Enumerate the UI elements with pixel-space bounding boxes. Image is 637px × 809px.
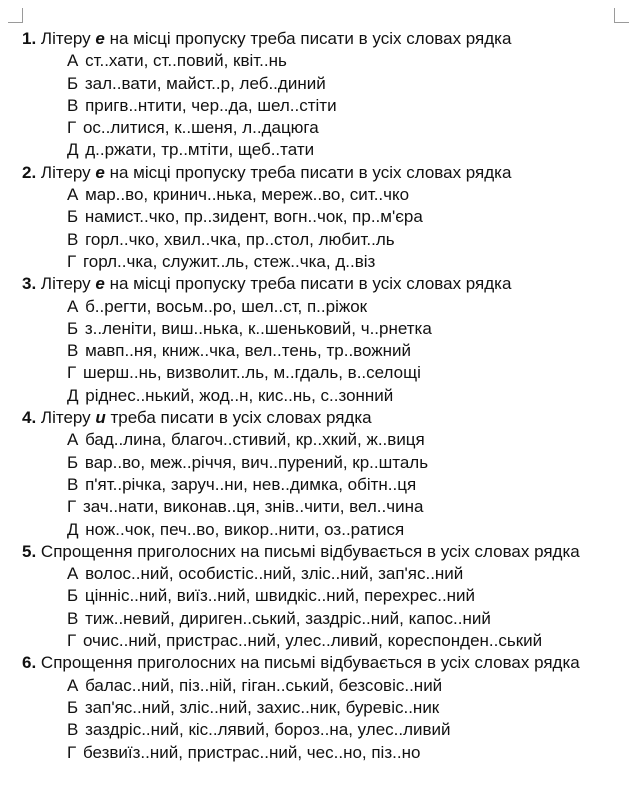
question-6-text: Спрощення приголосних на письмі відбувається в усіх словах рядка xyxy=(36,653,580,673)
option-letter: В xyxy=(67,229,79,249)
question-6-option-d xyxy=(22,742,632,764)
option-text: безвиїз..ний, пристрас..ний, чес..но, піз..но xyxy=(78,742,421,762)
option-text: мавп..ня, книж..чка, вел..тень, тр..вожний xyxy=(80,341,412,361)
document-body xyxy=(22,28,632,764)
option-letter: А xyxy=(67,51,79,71)
option-letter: Б xyxy=(67,207,79,227)
option-text: зап'яс..ний, зліс..ний, захис..ник, буревіс..ник xyxy=(80,697,440,717)
question-5-option-a xyxy=(22,563,632,585)
question-3-option-d xyxy=(22,362,632,384)
question-3-text-pre: Літеру xyxy=(36,274,96,294)
option-text: очис..ний, пристрас..ний, улес..ливий, кореспонден..ський xyxy=(78,631,543,651)
question-1-option-a xyxy=(22,50,632,72)
option-letter: А xyxy=(67,564,79,584)
question-2-highlight-letter: е xyxy=(95,162,105,182)
option-text: зал..вати, майст..р, леб..диний xyxy=(80,73,326,93)
page-corner-mark-left xyxy=(8,8,23,23)
question-4-option-b xyxy=(22,452,632,474)
question-3-option-c xyxy=(22,340,632,362)
option-text: ос..литися, к..шеня, л..дацюга xyxy=(78,118,319,138)
option-text: д..ржати, тр..мтіти, щеб..тати xyxy=(80,140,315,160)
option-letter: В xyxy=(67,608,79,628)
question-1-text-post: на місці пропуску треба писати в усіх словах рядка xyxy=(104,29,512,48)
option-letter: А xyxy=(67,430,79,450)
option-text: горл..чка, служит..ль, стеж..чка, д..віз xyxy=(78,251,376,271)
question-3-option-e xyxy=(22,385,632,407)
option-letter: Б xyxy=(67,697,79,717)
question-4-stem xyxy=(22,407,632,429)
option-text: п'ят..річка, заруч..ни, нев..димка, обітн..ця xyxy=(80,474,417,494)
question-2-option-a xyxy=(22,184,632,206)
question-5-number: 5. xyxy=(22,541,37,561)
question-1-stem xyxy=(22,28,632,50)
question-3-number: 3. xyxy=(22,274,37,294)
option-text: горл..чко, хвил..чка, пр..стол, любит..ль xyxy=(80,229,395,249)
option-letter: А xyxy=(67,296,79,316)
option-text: нож..чок, печ..во, викор..нити, оз..ратися xyxy=(80,519,405,539)
option-text: волос..ний, особистіс..ний, зліс..ний, зап'яс..ний xyxy=(80,564,464,584)
question-4-text-post: треба писати в усіх словах рядка xyxy=(105,408,372,428)
option-text: шерш..нь, визволит..ль, м..гдаль, в..селощі xyxy=(78,363,421,383)
question-2-number: 2. xyxy=(22,162,37,182)
option-text: вар..во, меж..річчя, вич..пурений, кр..шталь xyxy=(80,452,429,472)
question-1-text-pre: Літеру xyxy=(36,29,96,48)
question-4-option-a xyxy=(22,429,632,451)
question-1-number: 1. xyxy=(22,29,37,48)
question-3-stem xyxy=(22,273,632,295)
option-letter: Б xyxy=(67,586,79,606)
option-letter: Г xyxy=(67,742,77,762)
option-letter: Г xyxy=(67,251,77,271)
question-3-highlight-letter: е xyxy=(95,274,105,294)
option-text: пригв..нтити, чер..да, шел..стіти xyxy=(80,95,337,115)
question-2-stem xyxy=(22,162,632,184)
option-letter: В xyxy=(67,341,79,361)
question-4-option-d xyxy=(22,496,632,518)
option-letter: Г xyxy=(67,497,77,517)
option-letter: Г xyxy=(67,631,77,651)
question-6-stem xyxy=(22,652,632,674)
question-5-stem xyxy=(22,541,632,563)
page-corner-mark-right xyxy=(614,8,629,23)
question-4-number: 4. xyxy=(22,408,37,428)
question-6-option-c xyxy=(22,719,632,741)
option-letter: Г xyxy=(67,118,77,138)
question-1-option-c xyxy=(22,95,632,117)
question-3-option-a xyxy=(22,296,632,318)
question-6-option-b xyxy=(22,697,632,719)
question-1-option-b xyxy=(22,73,632,95)
question-4-text-pre: Літеру xyxy=(36,408,96,428)
option-letter: Г xyxy=(67,363,77,383)
option-letter: А xyxy=(67,675,79,695)
option-text: мар..во, кринич..нька, мереж..во, сит..чко xyxy=(80,185,410,205)
question-1-highlight-letter: е xyxy=(95,29,105,48)
question-4-highlight-letter: и xyxy=(95,408,106,428)
option-letter: В xyxy=(67,95,79,115)
question-2-text-pre: Літеру xyxy=(36,162,96,182)
question-6-number: 6. xyxy=(22,653,37,673)
question-3-text-post: на місці пропуску треба писати в усіх словах рядка xyxy=(104,274,512,294)
question-2-option-d xyxy=(22,251,632,273)
option-letter: Б xyxy=(67,452,79,472)
option-text: ст..хати, ст..повий, квіт..нь xyxy=(80,51,287,71)
option-text: балас..ний, піз..ній, гіган..ський, безсовіс..ний xyxy=(80,675,443,695)
option-text: ріднес..нький, жод..н, кис..нь, с..зонний xyxy=(80,385,394,405)
option-letter: Д xyxy=(67,385,79,405)
question-5-option-c xyxy=(22,608,632,630)
option-letter: А xyxy=(67,185,79,205)
option-text: цінніс..ний, виїз..ний, швидкіс..ний, перехрес..ний xyxy=(80,586,476,606)
option-text: тиж..невий, дириген..ський, заздріс..ний, капос..ний xyxy=(80,608,491,628)
option-text: зач..нати, виконав..ця, знів..чити, вел..чина xyxy=(78,497,424,517)
option-letter: Д xyxy=(67,140,79,160)
option-text: з..леніти, виш..нька, к..шеньковий, ч..рнетка xyxy=(80,318,432,338)
question-6-option-a xyxy=(22,675,632,697)
option-text: б..регти, восьм..ро, шел..ст, п..ріжок xyxy=(80,296,368,316)
option-text: намист..чко, пр..зидент, вогн..чок, пр..м'єра xyxy=(80,207,423,227)
option-letter: В xyxy=(67,474,79,494)
question-2-option-b xyxy=(22,206,632,228)
option-letter: Б xyxy=(67,318,79,338)
option-letter: В xyxy=(67,720,79,740)
question-3-option-b xyxy=(22,318,632,340)
question-4-option-e xyxy=(22,519,632,541)
question-1-option-d xyxy=(22,117,632,139)
question-5-option-d xyxy=(22,630,632,652)
question-5-option-b xyxy=(22,585,632,607)
option-text: бад..лина, благоч..стивий, кр..хкий, ж..виця xyxy=(80,430,425,450)
option-letter: Д xyxy=(67,519,79,539)
question-2-text-post: на місці пропуску треба писати в усіх словах рядка xyxy=(104,162,512,182)
option-letter: Б xyxy=(67,73,79,93)
option-text: заздріс..ний, кіс..лявий, бороз..на, улес..ливий xyxy=(80,720,451,740)
question-2-option-c xyxy=(22,229,632,251)
question-1-option-e xyxy=(22,139,632,161)
question-4-option-c xyxy=(22,474,632,496)
question-5-text: Спрощення приголосних на письмі відбувається в усіх словах рядка xyxy=(36,541,580,561)
